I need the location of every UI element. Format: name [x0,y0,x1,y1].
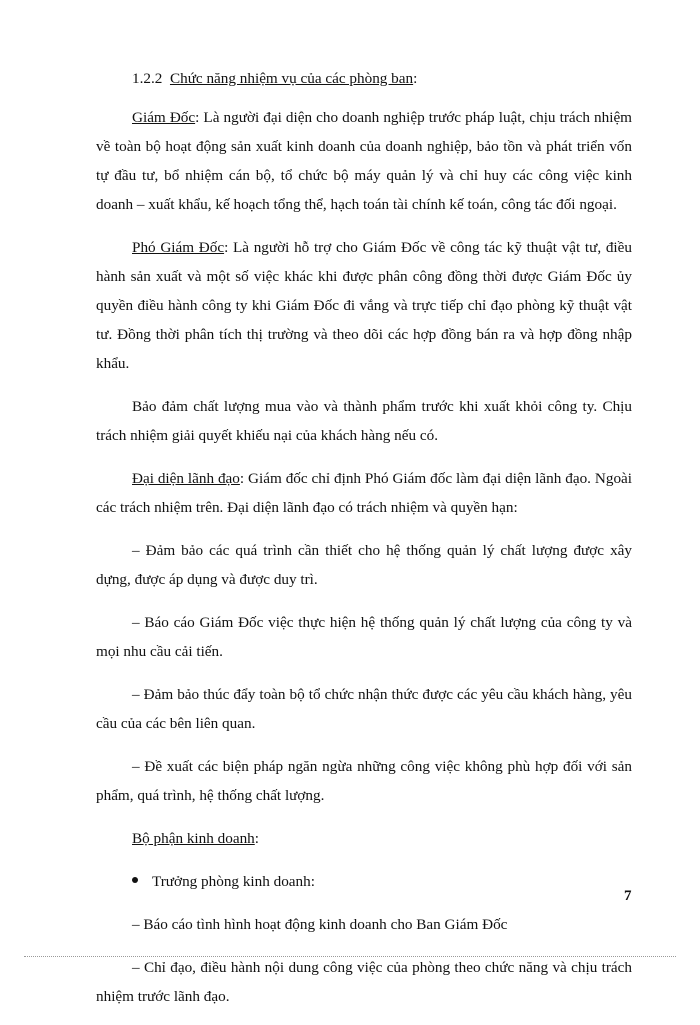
dash-item: – Đảm bảo các quá trình cần thiết cho hệ thống quản lý chất lượng được xây dựng, được áp dụng và được duy trì. [96,542,632,588]
paragraph-pho-giam-doc [96,233,632,378]
text-pho-giam-doc: : Là người hỗ trợ cho Giám Đốc về công tác kỹ thuật vật tư, điều hành sản xuất và một số việc khác khi được phân công đồng thời được Giám Đốc ủy quyền điều hành công ty khi Giám Đốc đi vắng và trực tiếp chỉ đạo phòng kỹ thuật vật tư. Đồng thời phân tích thị trường và theo dõi các hợp đồng bán ra và hợp đồng nhập khẩu. [96,239,632,372]
bullet-item [96,867,632,896]
dash-item: – Báo cáo Giám Đốc việc thực hiện hệ thống quản lý chất lượng của công ty và mọi nhu cầu cải tiến. [96,614,632,660]
page-number: 7 [624,888,632,904]
page-content [96,64,632,1025]
footer-divider [24,956,676,957]
kinh-doanh-item: – Chỉ đạo, điều hành nội dung công việc của phòng theo chức năng và chịu trách nhiệm trước lãnh đạo. [96,959,632,1005]
bullet-icon [132,877,138,883]
text-dai-dien: : Giám đốc chỉ định Phó Giám đốc làm đại diện lãnh đạo. Ngoài các trách nhiệm trên. Đại diện lãnh đạo có trách nhiệm và quyền hạn: [96,470,633,516]
kinh-doanh-heading [96,824,632,853]
label-pho-giam-doc: Phó Giám Đốc [132,239,225,256]
section-number: 1.2.2 [132,70,163,87]
section-heading [96,64,632,93]
dash-item: – Đảm bảo thúc đẩy toàn bộ tổ chức nhận thức được các yêu cầu khách hàng, yêu cầu của các bên liên quan. [96,686,632,732]
label-kinh-doanh: Bộ phận kinh doanh [132,830,255,847]
label-dai-dien: Đại diện lãnh đạo [132,470,240,487]
paragraph-giam-doc [96,103,632,219]
bullet-text: Trưởng phòng kinh doanh: [152,873,315,890]
section-title: Chức năng nhiệm vụ của các phòng ban [169,70,414,87]
label-giam-doc: Giám Đốc [132,109,196,126]
kinh-doanh-item: – Báo cáo tình hình hoạt động kinh doanh cho Ban Giám Đốc [132,916,508,933]
dash-item: – Đề xuất các biện pháp ngăn ngừa những công việc không phù hợp đối với sản phẩm, quá trình, hệ thống chất lượng. [96,758,632,804]
kinh-doanh-suffix: : [254,830,259,847]
paragraph-bao-dam: Bảo đảm chất lượng mua vào và thành phẩm trước khi xuất khỏi công ty. Chịu trách nhiệm giải quyết khiếu nại của khách hàng nếu có. [96,398,632,444]
paragraph-dai-dien [96,464,632,522]
text-giam-doc: : Là người đại diện cho doanh nghiệp trước pháp luật, chịu trách nhiệm về toàn bộ hoạt động sản xuất kinh doanh của doanh nghiệp, bảo tồn và phát triển vốn tự đầu tư, bổ nhiệm cán bộ, tổ chức bộ máy quản lý và chỉ huy các công việc kinh doanh – xuất khẩu, kế hoạch tổng thể, hạch toán tài chính kế toán, công tác đối ngoại. [96,109,632,213]
section-title-suffix: : [413,70,418,87]
